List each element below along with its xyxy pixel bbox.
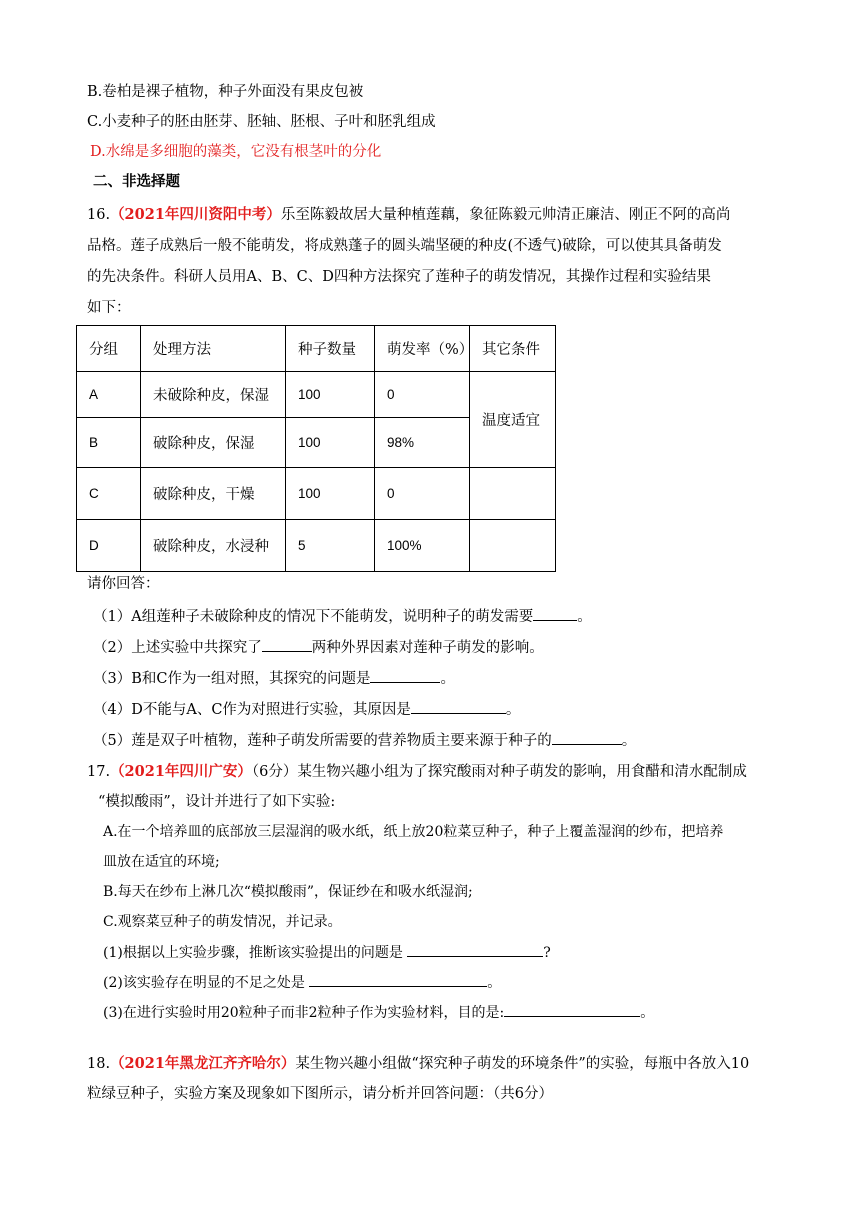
table-cell-group: B <box>77 418 141 468</box>
q16-sub-5 <box>93 730 636 751</box>
table-row <box>77 372 556 418</box>
table-cell-method: 破除种皮，水浸种 <box>141 520 286 572</box>
q16-number: 16. <box>87 207 111 223</box>
table-cell-method: 未破除种皮，保湿 <box>141 372 286 418</box>
q16-prompt: 请你回答： <box>87 576 160 592</box>
answer-blank[interactable] <box>411 699 506 714</box>
q17-sub-1 <box>103 942 551 963</box>
table-header-cell: 其它条件 <box>470 326 556 372</box>
q16-sub-4 <box>93 699 520 720</box>
q17-sub-2-text: (2)该实验存在明显的不足之处是 <box>103 975 310 991</box>
table-cell-rate: 98% <box>375 418 470 468</box>
q16-sub-4-end: 。 <box>505 702 521 718</box>
q17-sub-1-text: (1)根据以上实验步骤，推断该实验提出的问题是 <box>103 945 408 961</box>
q18-stem-1: 某生物兴趣小组做“探究种子萌发的环境条件”的实验，每瓶中各放入10 <box>295 1056 750 1072</box>
table-cell-count: 5 <box>286 520 375 572</box>
q17-stem-line-1 <box>87 762 747 782</box>
q16-experiment-table <box>76 325 556 572</box>
answer-blank[interactable] <box>407 942 543 957</box>
q17-number: 17. <box>87 764 111 780</box>
answer-blank[interactable] <box>552 730 622 745</box>
table-cell-rate: 0 <box>375 372 470 418</box>
table-header-row <box>77 326 556 372</box>
table-cell-condition: 温度适宜 <box>470 372 556 468</box>
option-b: B.卷柏是裸子植物，种子外面没有果皮包被 <box>87 84 364 100</box>
table-cell-rate: 0 <box>375 468 470 520</box>
q17-source: （2021年四川广安） <box>110 763 252 780</box>
q17-stem-1: 某生物兴趣小组为了探究酸雨对种子萌发的影响，用食醋和清水配制成 <box>297 764 747 780</box>
table-cell-method: 破除种皮，保湿 <box>141 418 286 468</box>
q16-stem-line-2: 品格。莲子成熟后一般不能萌发，将成熟蓬子的圆头端坚硬的种皮(不透气)破除，可以使其具备萌发 <box>87 238 722 254</box>
table-cell-method: 破除种皮，干燥 <box>141 468 286 520</box>
q16-stem-line-1 <box>87 205 730 225</box>
table-cell-rate: 100% <box>375 520 470 572</box>
answer-blank[interactable] <box>309 972 487 987</box>
table-cell-group: D <box>77 520 141 572</box>
q16-sub-5-text: （5）莲是双子叶植物，莲种子萌发所需要的营养物质主要来源于种子的 <box>93 733 552 749</box>
table-header-cell: 萌发率（%） <box>375 326 470 372</box>
table-header-cell: 种子数量 <box>286 326 375 372</box>
option-d-answer: D.水绵是多细胞的藻类，它没有根茎叶的分化 <box>90 144 382 160</box>
q18-source: （2021年黑龙江齐齐哈尔） <box>110 1055 296 1072</box>
q17-step-b: B.每天在纱布上淋几次“模拟酸雨”，保证纱在和吸水纸湿润; <box>103 884 473 900</box>
table-row <box>77 520 556 572</box>
table-row <box>77 468 556 520</box>
q18-number: 18. <box>87 1056 111 1072</box>
q16-sub-5-end: 。 <box>621 733 637 749</box>
q16-sub-2 <box>93 637 544 658</box>
q16-sub-3-end: 。 <box>440 671 455 687</box>
q17-step-c: C.观察菜豆种子的萌发情况，并记录。 <box>103 914 342 930</box>
q17-score: （6分） <box>251 764 298 780</box>
q17-step-a-line-2: 皿放在适宜的环境; <box>103 854 220 870</box>
answer-blank[interactable] <box>504 1002 640 1017</box>
q16-sub-3-text: （3）B和C作为一组对照，其探究的问题是 <box>93 671 371 687</box>
q17-sub-2-end: 。 <box>487 975 502 991</box>
q16-sub-2-text-a: （2）上述实验中共探究了 <box>93 640 262 656</box>
q17-sub-1-end: ? <box>543 945 551 961</box>
table-cell-group: A <box>77 372 141 418</box>
q17-sub-3-end: 。 <box>640 1005 655 1021</box>
q17-sub-2 <box>103 972 501 993</box>
q18-stem-line-1 <box>87 1054 749 1074</box>
option-c: C.小麦种子的胚由胚芽、胚轴、胚根、子叶和胚乳组成 <box>87 114 436 130</box>
q16-stem-1: 乐至陈毅故居大量种植莲藕，象征陈毅元帅清正廉洁、刚正不阿的高尚 <box>280 207 731 223</box>
answer-blank[interactable] <box>370 668 440 683</box>
q18-stem-line-2: 粒绿豆种子，实验方案及现象如下图所示，请分析并回答问题：（共6分） <box>87 1086 553 1102</box>
table-cell-count: 100 <box>286 418 375 468</box>
q16-source: （2021年四川资阳中考） <box>110 206 281 223</box>
q16-sub-1 <box>93 606 592 627</box>
table-cell-count: 100 <box>286 468 375 520</box>
q16-sub-2-text-b: 两种外界因素对莲种子萌发的影响。 <box>311 640 544 656</box>
q17-stem-line-2: “模拟酸雨”，设计并进行了如下实验: <box>98 794 336 810</box>
table-cell-count: 100 <box>286 372 375 418</box>
q16-stem-line-3: 的先决条件。科研人员用A、B、C、D四种方法探究了莲种子的萌发情况，其操作过程和实验结果 <box>87 269 711 285</box>
q17-sub-3 <box>103 1002 654 1023</box>
answer-blank[interactable] <box>262 637 312 652</box>
table-cell-empty <box>470 520 556 572</box>
q16-sub-1-text: （1）A组莲种子未破除种皮的情况下不能萌发，说明种子的萌发需要 <box>93 609 534 625</box>
table-header-cell: 处理方法 <box>141 326 286 372</box>
q17-step-a-line-1: A.在一个培养皿的底部放三层湿润的吸水纸，纸上放20粒菜豆种子，种子上覆盖湿润的纱布，把培养 <box>103 824 724 840</box>
table-header-cell: 分组 <box>77 326 141 372</box>
answer-blank[interactable] <box>533 606 577 621</box>
q16-sub-3 <box>93 668 455 689</box>
table-cell-empty <box>470 468 556 520</box>
q17-sub-3-text: (3)在进行实验时用20粒种子而非2粒种子作为实验材料，目的是: <box>103 1005 505 1021</box>
section-title: 二、非选择题 <box>93 173 180 190</box>
q16-sub-4-text: （4）D不能与A、C作为对照进行实验，其原因是 <box>93 702 411 718</box>
q16-stem-line-4: 如下： <box>87 300 131 316</box>
table-cell-group: C <box>77 468 141 520</box>
q16-sub-1-end: 。 <box>577 609 592 625</box>
